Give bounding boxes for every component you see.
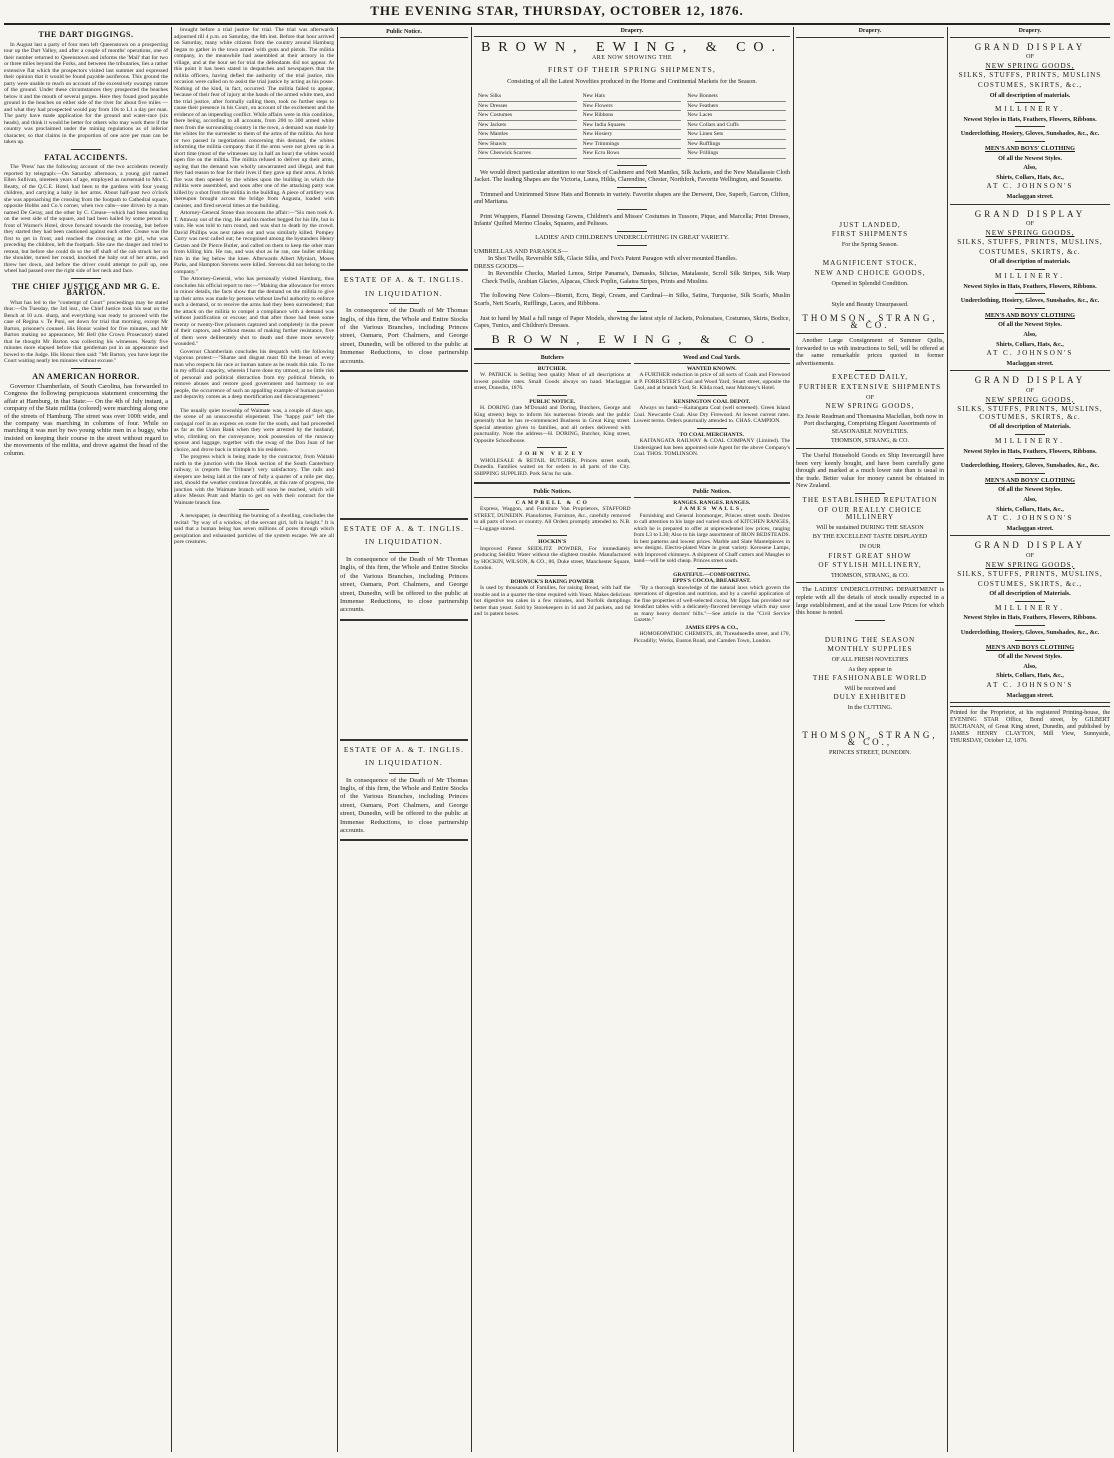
kensington-heading: KENSINGTON COAL DEPOT.: [673, 398, 751, 405]
new-choice-goods: NEW AND CHOICE GOODS,: [814, 268, 926, 277]
estate-title: ESTATE OF A. & T. INGLIS.: [343, 275, 465, 285]
blank-space: [340, 625, 468, 735]
divider: [617, 231, 647, 232]
article-railway: The progress which is being made by the contractor, from Waitaki north to the junction with the Hook section of the South Canterbury railway, is (reports the 'Tribune') very satisfactory. The rails and sleepers are being laid at the rate of fully a quarter of a mile per day, and, should the weather continue favorable, at this rate of progress, the junction with the Waimate branch will soon be reached, which will allow Messrs Pratt and Martin to get on with their contract for the Waimate branch line.: [174, 454, 334, 506]
divider: [537, 447, 567, 448]
underclothing-heading: LADIES' AND CHILDREN'S UNDERCLOTHING IN GREAT VARIETY.: [535, 234, 729, 242]
notices-column-right: [634, 488, 791, 645]
divider: [697, 428, 727, 429]
princes-street-address: PRINCES STREET, DUNEDIN.: [828, 748, 912, 756]
rule: [796, 448, 944, 449]
divider: [1015, 601, 1045, 602]
rule: [950, 204, 1110, 205]
newest-styles-label: Of all the Newest Styles.: [998, 321, 1062, 329]
divider: [855, 493, 885, 494]
walls-heading: JAMES WALLS,: [679, 506, 745, 513]
forrester-ad: A FURTHER reduction in price of all sorts of Coals and Firewood at P. FORRESTER'S Coal and Wood Yard, Stuart street, opposite the Gaol, and at branch Yard, St. Kilda road, near Maloney's Hotel.: [633, 372, 790, 392]
rule: [340, 619, 468, 621]
goods-item: New Linen Sets: [687, 130, 786, 140]
hats-text: Trimmed and Untrimmed Straw Hats and Bonnets in variety. Favorite shapes are the Derwent, Dee, Superb, Garcon, Clifton, and Maritana.: [474, 190, 790, 206]
newest-styles-label: Of all the Newest Styles.: [998, 653, 1062, 661]
goods-item: New Frillings: [687, 149, 786, 159]
ranges-heading: RANGES. RANGES. RANGES.: [673, 499, 751, 506]
divider: [1015, 102, 1045, 103]
borwick-ad: Is used by thousands of Families, for raising Bread, with half the trouble and in a quarter the time required with Yeast. Makes delicious hot digestive tea cakes in a few minutes, and Norfolk dumplings better than yeast. Sold by Storekeepers in 1d and 2d packets, and 6d and 1s patent boxes.: [474, 585, 631, 618]
colors-text: The following New Colors—Bismit, Ecru, Begé, Cream, and Cardinal—in Silks, Satins, Turquoise, Silk Scarfs, Muslin Scarfs, Nett Scarfs, Rufflings, Laces, and Ribbons.: [474, 292, 790, 307]
of-label: OF: [1026, 53, 1034, 61]
article-dart-diggings: In August last a party of four men left Queenstown on a prospecting tour up the Dart Valley, and after a couple of months' operations, one of their number returned to Queenstown and informs the 'Mail' that for two or three miles beyond the Forks, and between the tributaries, lies a rather extensive flat which the prospectors visited last summer and expressed their opinion that it would be found payable auriferous. This ground the party were unable to reach on account of the excessively swampy nature of the ground. Under these circumstances they prospected the beaches below it and the mouth of several gorges. Here they found good payable ground in the beaches on either side of the river for about five miles —and what they had prospected would pay from 10s to L1 a day per man. The party have made application for the ground and water-race (six heads), and think it would be better for others who may work there if the country was proclaimed under the mining regulations as of inferior character, so that claims in the proportion of one acre per man can be taken up.: [4, 41, 168, 145]
stylish-millinery: OF STYLISH MILLINERY,: [818, 561, 922, 570]
kensington-ad: Always on hand:—Kaitangata Coal (well screened). Green Island Coal. Newcastle Coal. Also Dry Firewood. At lowest current rates. Lowest terms. Orders punctually attended to. CHAS. CAMPION.: [633, 405, 790, 425]
butchers-column: [474, 354, 631, 478]
estate-body: In consequence of the Death of Mr Thomas Inglis, of this firm, the Whole and Entire Stocks of the Various Branches, including Princes street, Oamaru, Port Chalmers, and George street, Dunedin, will be offered to the public at Immense Reductions, to close partnership accounts.: [340, 555, 468, 614]
mens-boys-clothing: MEN'S AND BOYS' CLOTHING: [985, 476, 1075, 484]
estate-title: ESTATE OF A. & T. INGLIS.: [343, 744, 465, 754]
hockin-ad: Improved Patent SEIDLITZ POWDER, For immediately producing Seidlitz Water without the slightest trouble. Manufactured by HOCKIN, WILSON, & CO., 86, Duke street, Manchester Square, London.: [474, 545, 631, 572]
estate-title: ESTATE OF A. & T. INGLIS.: [343, 524, 465, 534]
section-label-butchers: Butchers: [474, 354, 631, 364]
new-spring-goods: NEW SPRING GOODS,: [985, 61, 1075, 70]
rule: [796, 333, 944, 334]
goods-item: New Dresses: [478, 102, 577, 112]
silks-stuffs: SILKS, STUFFS, PRINTS, MUSLINS,: [957, 238, 1103, 247]
dress-goods-heading: DRESS GOODS—: [474, 262, 524, 270]
johnson-ad: [950, 208, 1110, 372]
blank-space: [340, 376, 468, 514]
epps-heading: EPPS'S COCOA, BREAKFAST.: [672, 578, 751, 585]
first-great-show: FIRST GREAT SHOW: [828, 551, 912, 560]
materials-text: Of all description of Materials.: [989, 423, 1071, 431]
goods-item: New Ecru Bows: [583, 149, 682, 159]
new-goods-list: [478, 92, 786, 159]
epps-ad: "By a thorough knowledge of the natural laws which govern the operations of digestion and nutrition, and by a careful application of the fine properties of well-selected cocoa, Mr Epps has provided our breakfast tables with a delicately-flavored beverage which may save us many heavy doctors' bills."—See article in the "Civil Service Gazette.": [633, 584, 790, 624]
further-shipments: FURTHER EXTENSIVE SHIPMENTS: [798, 382, 942, 391]
rule: [950, 535, 1110, 536]
at-c-johnsons: AT C. JOHNSON'S: [986, 681, 1074, 690]
rule: [340, 739, 468, 741]
divider: [71, 149, 101, 150]
goods-item: New Hosiery: [583, 130, 682, 140]
newest-styles: Newest Styles in Hats, Feathers, Flowers, Ribbons.: [963, 614, 1097, 622]
rule: [474, 348, 790, 350]
grand-display: GRAND DISPLAY: [974, 208, 1086, 219]
vezey-heading: JOHN VEZEY: [519, 451, 586, 458]
showing-label: ARE NOW SHOWING THE: [591, 55, 673, 61]
millinery-heading: MILLINERY.: [995, 272, 1065, 281]
new-spring-goods: NEW SPRING GOODS,: [985, 395, 1075, 404]
shirts-collars: Shirts, Collars, Hats, &c.,: [996, 505, 1064, 513]
campbell-heading: CAMPBELL & CO: [515, 499, 589, 506]
newest-styles: Newest Styles in Hats, Feathers, Flowers, Ribbons.: [963, 282, 1097, 290]
grateful-heading: GRATEFUL—COMFORTING.: [673, 571, 751, 578]
costumes-skirts: COSTUMES, SKIRTS, &c.,: [977, 80, 1083, 89]
blank-space: [796, 40, 944, 220]
divider: [71, 368, 101, 369]
millinery-heading: MILLINERY.: [995, 105, 1065, 114]
excellent-taste: BY THE EXCELLENT TASTE DISPLAYED: [812, 533, 928, 541]
kaitangata-ad: KAITANGATA RAILWAY & COAL COMPANY (Limited). The Undersigned has been appointed sole Agent for the above Company's Coal. THOS. TOMLINSON.: [633, 438, 790, 458]
wanted-known-heading: WANTED KNOWN.: [686, 365, 737, 372]
mantles-text: We would direct particular attention to our Stock of Cashmere and Nett Mantles, Silk Jackets, and the New Matallassie Cloth Jacket. The leading Shapes are the Victoria, Laura, Hilda, Clarendine, Chester, Northfork, Favorite Wellington, and Sussette.: [474, 168, 790, 184]
column-estate-notices: [340, 27, 468, 1452]
article-attorney-general: Attorney-General Stone thus recounts the affair:—"Six men took A. T. Attaway out of the ring. He and his mother begged for his life, but in vain. He was told to turn round, and was shot to death by the crowd. David Phillips was next taken out and was similarly killed. Pompey Curry was next called out; he recognised among the bystanders Henry Getzen and Dr Pierce Butler, and called on them to keep the other man from killing him. He ran, and was shot as he ran, one bullet striking him in the leg below the knee. Afterwards Albert Myniart, Moses Parks, and Hampton Stevens were killed. Stevens did not belong to the company.": [174, 210, 334, 275]
grand-display: GRAND DISPLAY: [974, 540, 1086, 551]
mens-boys-clothing: MEN'S AND BOYS' CLOTHING: [985, 144, 1075, 152]
divider: [1015, 625, 1045, 626]
at-c-johnsons: AT C. JOHNSON'S: [986, 514, 1074, 523]
section-label-public-notices: Public Notices.: [474, 488, 631, 498]
goods-item: New Bonnets: [687, 92, 786, 102]
hockin-heading: HOCKIN'S: [538, 539, 567, 546]
divider: [1015, 308, 1045, 309]
maclaggan-street: Maclaggan street.: [1006, 691, 1054, 699]
column-brown-ewing: [474, 27, 790, 1452]
mens-boys-clothing: MEN'S AND BOYS' CLOTHING: [985, 311, 1075, 319]
rule: [340, 839, 468, 841]
millinery-heading: MILLINERY.: [995, 436, 1065, 445]
in-the-cutting: In the CUTTING.: [847, 703, 893, 711]
divider: [537, 575, 567, 576]
goods-item: New Silks: [478, 92, 577, 102]
goods-item: New Flowers: [583, 102, 682, 112]
during-season: DURING THE SEASON: [824, 635, 916, 644]
of-label: OF: [1026, 387, 1034, 394]
of-label: OF: [1026, 220, 1034, 228]
goods-item: New Collars and Cuffs: [687, 121, 786, 131]
newest-styles-label: Of all the Newest Styles.: [998, 154, 1062, 162]
rule: [340, 518, 468, 520]
underclothing-text: Underclothing, Hosiery, Gloves, Sunshades, &c., &c.: [960, 629, 1100, 637]
at-c-johnsons: AT C. JOHNSON'S: [986, 182, 1074, 191]
divider: [855, 370, 885, 371]
estate-body: In consequence of the Death of Mr Thomas Inglis, of this firm, the Whole and Entire Stocks of the Various Branches, including Princes street, Oamaru, Port Chalmers, and George street, Dunedin, will be offered to the public at Immense Reductions, to close partnership accounts.: [340, 307, 468, 365]
column-news-1: [4, 27, 168, 1452]
headline-american-horror: AN AMERICAN HORROR.: [32, 371, 140, 381]
column-rule: [793, 27, 794, 1452]
column-thomson-strang: [796, 27, 944, 1452]
article-continued: brought before a trial justice for trial. The trial was afterwards adjourned till 4 p.m. on Saturday, the 8th inst. Before that hour arrived on Saturday, many white citizens from the country around Hamburg began to gather in the town armed with guns and pistols. The militia company, in the meanwhile had assembled at their armory in the village, and at the hour set for trial the defendants did not appear. At this point it has been stated in despatches and newspapers that the militia officers, having defied the authority of the trial justice, this occasion were called on to assist the trial justice by acting as his posse. Nothing of the kind, in fact, occurred. The militia failed to appear, because of their fear of injury at the hands of the armed white men, and the trial justice, after formally calling them, took no further steps to cause their presence in his Court, on account of the excitement and the evidence of an impending conflict. While affairs were in this condition, there being, according to all accounts, from 200 to 300 armed white men from the surrounding country in the town, a demand was made by the whites for the surrender to them of the arms of the militia. An hour or two passed in negotiations concerning this demand, the whites informing the militia company that if the arms were not given up in a short time (most of the witnesses say in half an hour) the whites would open fire on the militia. The militia refused to deliver up their arms, saying that the demand was wholly unwarranted and illegal, and that they had reason to fear for their lives if they gave up their arms. A brisk fire was then opened by the whites upon the building in which the militia were assembled, and soon after one of the attacking party was killed by a shot from the militia in the building. A piece of artillery was thereupon brought across the bridge from Augusta, loaded with canister, and fired several times at the building.: [174, 27, 334, 209]
divider: [1015, 640, 1045, 641]
divider: [697, 395, 727, 396]
shirts-collars: Shirts, Collars, Hats, &c.,: [996, 340, 1064, 348]
shirts-collars: Shirts, Collars, Hats, &c.,: [996, 672, 1064, 680]
walls-ad: Furnishing and General Ironmonger, Princes street south. Desires to call attention to his large and varied stock of KITCHEN RANGES, which he is prepared to offer at unprecedented low prices, ranging from L3 to L30; Also to his large assortment of IRON BEDSTEADS. In best patterns and lowest prices. Marble and Slate Mantelpieces in new designs. Electro-plated Ware in great variety. Kerosene Lamps, with Improved chimneys. A shipment of Chaff cutters and Mangles to hand—will be sold cheap. Princes street south.: [633, 512, 790, 565]
established-reputation: THE ESTABLISHED REPUTATION: [802, 496, 938, 505]
goods-item: New Shawls: [478, 140, 577, 150]
divider: [1015, 473, 1045, 474]
epps-address: HOMOEOPATHIC CHEMISTS, 48, Threadneedle street, and 170, Piccadilly; Works, Euston Road, and Camden Town, London.: [633, 631, 790, 644]
newest-styles: Newest Styles in Hats, Feathers, Flowers, Ribbons.: [963, 447, 1097, 455]
underclothing-text: Underclothing, Hosiery, Gloves, Sunshades, &c., &c.: [960, 297, 1100, 305]
grand-display: GRAND DISPLAY: [974, 375, 1086, 386]
liquidation-label: IN LIQUIDATION.: [365, 537, 443, 547]
fashionable-world: THE FASHIONABLE WORLD: [812, 674, 928, 683]
small-ads-upper: [474, 354, 790, 478]
all-fresh-novelties: OF ALL FRESH NOVELTIES: [831, 655, 909, 663]
umbrellas-text: In Shot Twills, Reversible Silk, Glacie Silks, and Fox's Patent Paragon with silver mounted Handles.: [488, 255, 738, 263]
in-our-label: IN OUR: [859, 543, 881, 550]
materials-text: Of all description of materials.: [989, 91, 1071, 99]
liquidation-label: IN LIQUIDATION.: [365, 758, 443, 768]
small-ads-lower: [474, 488, 790, 645]
wood-coal-column: [634, 354, 791, 478]
divider: [239, 509, 269, 510]
section-label-drapery: Drapery.: [950, 27, 1110, 38]
opened-condition: Opened in Splendid Condition.: [831, 279, 909, 287]
divider: [71, 278, 101, 279]
new-spring-goods: NEW SPRING GOODS,: [985, 228, 1075, 237]
notices-column-left: [474, 488, 631, 645]
headline-fatal-accidents: FATAL ACCIDENTS.: [44, 152, 128, 162]
silks-stuffs: SILKS, STUFFS, PRINTS, MUSLINS: [958, 71, 1102, 80]
blank-space: [340, 40, 468, 265]
coal-merchants-heading: TO COAL MERCHANTS.: [679, 431, 744, 438]
divider: [1015, 141, 1045, 142]
divider: [617, 165, 647, 166]
first-shipments: FIRST OF THEIR SPRING SHIPMENTS,: [548, 64, 716, 74]
goods-item: New Jackets: [478, 121, 577, 131]
goods-item: New Laces: [687, 111, 786, 121]
divider: [1015, 126, 1045, 127]
choice-millinery: OF OUR REALLY CHOICE MILLINERY: [818, 505, 922, 522]
goods-item: New Mantles: [478, 130, 577, 140]
article-american-horror: Governor Chamberlain, of South Carolina, has forwarded to Congress the following perspicuous statement concerning the affair at Hamburg, in that State:— On the 4th of July instant, a company of the State militia (colored) were marching along one of the streets of Hamburg. The street was over 100ft wide, and the company was marching in columns of four. While so marching it was met by two young white men in a buggy, who insisted on keeping their course in the street without regard to the movements of the militia, and drove against the head of the column.: [4, 383, 168, 457]
expected-daily: EXPECTED DAILY,: [831, 373, 909, 382]
section-label-public-notice: Public Notice.: [340, 27, 468, 38]
models-text: Just to hand by Mail a full range of Paper Models, showing the latest style of Jackets, Polonaises, Costumes, Skirts, Bodice, Capes, Tunics, and Children's Dresses.: [474, 314, 790, 330]
materials-text: Of all description of materials.: [989, 258, 1071, 266]
just-landed: JUST LANDED,: [839, 220, 901, 229]
costumes-skirts: COSTUMES, SKIRTS, &c.,: [977, 579, 1083, 588]
firm-name-brown-ewing: BROWN, EWING, & CO.: [480, 39, 784, 55]
underclothing-text: Underclothing, Hosiery, Gloves, Sunshades, &c., &c.: [960, 130, 1100, 138]
maclaggan-street: Maclaggan street.: [1006, 192, 1054, 200]
article-waimate: The usually quiet township of Waimate was, a couple of days ago, the scene of an unsuccessful elopement. The "happy pair" left the conjugal roof in an express en route for the south, and had proceeded as far as the Union Bank when they were arrested by the husband, who, climbing on the conveyance, took possession of the runaway spouse and luggage, together with the swag of the Don Juan of her choice, and drove back in triumph to his residence.: [174, 407, 334, 453]
divider: [617, 245, 647, 246]
johnson-ad: [950, 41, 1110, 205]
printer-imprint: Printed for the Proprietor, at his registered Printing-house, the EVENING STAR Office, Bond street, by GILBERT BUCHANAN, of Great King street, Dunedin, and published by JAMES HENRY CLAYTON, Mill View, Sunnyside, THURSDAY, October 12, 1876.: [950, 710, 1110, 745]
newest-styles-label: Of all the Newest Styles.: [998, 486, 1062, 494]
divider: [1015, 293, 1045, 294]
will-be-received: Will be received and: [844, 684, 896, 692]
johnson-ad: [950, 542, 1110, 703]
new-spring-goods: NEW SPRING GOODS,: [985, 560, 1075, 569]
newest-styles: Newest Styles in Hats, Feathers, Flowers, Ribbons.: [963, 115, 1097, 123]
divider: [1015, 458, 1045, 459]
rule: [950, 702, 1110, 703]
wrappers-text: Print Wrappers, Flannel Dressing Gowns, Children's and Misses' Costumes in Tussore, Pique, and Marcella; Print Dresses, Infants' Quilted Merino Cloaks, Squares, and Pelisses.: [474, 212, 790, 228]
column-rule: [947, 27, 948, 1452]
goods-item: New Trimmings: [583, 140, 682, 150]
costumes-skirts: COSTUMES, SKIRTS, &c.: [979, 247, 1081, 256]
maclaggan-street: Maclaggan street.: [1006, 524, 1054, 532]
johnson-ad: [950, 377, 1110, 536]
butcher-patrick-ad: W. PATRICK is Selling best quality Meat of all descriptions at lowest possible rates. Small Goods always on hand. Maclaggan street, Dunedin, 1876.: [474, 372, 631, 392]
divider: [389, 552, 419, 553]
grand-display: GRAND DISPLAY: [974, 41, 1086, 52]
butcher-heading: BUTCHER.: [537, 365, 567, 372]
rule: [796, 582, 944, 583]
silks-stuffs: SILKS, STUFFS, PRINTS, MUSLINS, COSTUMES, SKIRTS, &c.: [957, 405, 1103, 421]
firm-name-thomson-strang: THOMSON, STRANG, & CO.: [802, 312, 938, 331]
materials-text: Of all description of Materials.: [989, 590, 1071, 598]
goods-item: New India Squares: [583, 121, 682, 131]
masthead-rule: [4, 23, 1110, 25]
also-label: Also,: [1023, 495, 1037, 503]
divider: [1015, 269, 1045, 270]
consisting-text: Consisting of all the Latest Novelties produced in the Home and Continental Markets for the Season.: [507, 78, 757, 85]
goods-item: New Hats: [583, 92, 682, 102]
firm-name-thomson-strang: THOMSON, STRANG, & CO.,: [802, 729, 938, 748]
first-shipments: FIRST SHIPMENTS: [831, 230, 909, 239]
divider: [697, 568, 727, 569]
article-fatal-accidents: The 'Press' has the following account of the two accidents recently reported by telegraph:—On Saturday afternoon, a young girl named Ellen Sullivan, nineteen years of age, employed as nursemaid to Mrs C. Beatty, of the Q.C.E. Hotel, had been to the gardens with four young children, and carrying a baby in her arms. About half-past two o'clock she was approaching the crossing from the footpath to Cathedral square, opposite Hobbs and Co.'s corner, when two cabs—one driven by a man named De Geray, and the other by C. Crease—which had been standing on the west side of the square, and had been hailed by some person in front of Warner's Hotel, drove forward towards the crossing, but before they started they had been cautioned against each other. Crease was the first to get in front, and reached the crossing as the girl, who was preceding the children, left the footpath. She saw the danger and tried to retreat, but before she could do so the off shaft of the cab struck her on the shoulder, turned her round, knocked the baby out of her arms, and threw her down, and before the driver could attempt to pull up, one wheel had passed over the right side of her neck and face.: [4, 164, 168, 274]
summer-quilts-notice: Another Large Consignment of Summer Quilts, forwarded to us with instructions to Sell, will be offered at the same remarkable prices quoted in former advertisements.: [796, 336, 944, 367]
article-newspaper-jest: A newspaper, in describing the burning of a dwelling, concludes the recital: "by way of a window, of the servant girl, loft in height." It is said that a human being has seven millions of pores through which perspiration and exhausted particles of the system escape. We are all pore creatures.: [174, 513, 334, 545]
rule: [340, 370, 468, 372]
johnson-ad-list: [950, 41, 1110, 704]
rule: [950, 370, 1110, 371]
section-label-drapery: Drapery.: [796, 27, 944, 38]
section-label-wood-coal: Wood and Coal Yards.: [634, 354, 791, 364]
goods-item: New Ribbons: [583, 111, 682, 121]
rule: [950, 706, 1110, 707]
public-notice-heading: PUBLIC NOTICE.: [529, 398, 576, 405]
campbell-ad: Express, Waggon, and Furniture Van Proprietors, STAFFORD STREET, DUNEDIN. Pianofortes, Furniture, &c., carefully removed to all parts of town or country. All Orders promptly attended to. N.B.—Luggage stored.: [474, 506, 631, 532]
style-beauty: Style and Beauty Unsurpassed.: [831, 301, 909, 309]
goods-item: New Rufflings: [687, 140, 786, 150]
divider: [617, 209, 647, 210]
duly-exhibited: DULY EXHIBITED: [833, 693, 907, 702]
millinery-heading: MILLINERY.: [995, 603, 1065, 612]
firm-name-thomson-strang: THOMSON, STRANG, & CO.: [830, 437, 910, 445]
also-label: Also,: [1023, 331, 1037, 339]
silks-stuffs: SILKS, STUFFS, PRINTS, MUSLINS,: [957, 570, 1103, 579]
of-label: OF: [1026, 551, 1034, 559]
household-goods-notice: The Useful Household Goods ex Ship Invercargill have been very keenly bought, and have been carefully gone through and marked at a much lower rate than is usual in the trade. Better value for money cannot be obtained in New Zealand.: [796, 452, 944, 490]
masthead: THE EVENING STAR, THURSDAY, OCTOBER 12, 1876.: [370, 3, 744, 18]
article-chief-justice: What has led to the "contempt of Court" proceedings may be stated thus:—On Tuesday, the 3rd inst., the Chief Justice took his seat on the Bench at 10 a.m. sharp, and everything was ready to proceed with the case of Regina v. Te Puni, set down for trial that morning, except Mr Barton, prisoner's counsel. His Honor waited for five minutes, and Mr Barton making no appearance, Mr Bell (the Crown Prosecutor) stated that he thought Mr Barton was collecting his witnesses. Nearly five minutes more elapsed before that gentleman put in an appearance and bowed to the Judge. His Honor then said: "Mr Barton, you have kept the Court waiting nearly ten minutes without excuse.": [4, 299, 168, 364]
goods-item: New Feathers: [687, 102, 786, 112]
sustained-text: Will be sustained DURING THE SEASON: [816, 523, 924, 531]
vezey-ad: WHOLESALE & RETAIL BUTCHER, Princes street south, Dunedin. Families waited on for orders in all parts of the City. SHIPPING SUPPLIED. Pork Sk'ns for sale.: [474, 457, 631, 477]
column-johnson: [950, 27, 1110, 1452]
maclaggan-street: Maclaggan street.: [1006, 359, 1054, 367]
column-news-2: [174, 27, 334, 1452]
shirts-collars: Shirts, Collars, Hats, &c.,: [996, 173, 1064, 181]
divider: [617, 187, 647, 188]
underclothing-text: Underclothing, Hosiery, Gloves, Sunshades, &c., &c.: [960, 462, 1100, 470]
firm-name-brown-ewing: BROWN, EWING, & CO.: [491, 331, 773, 346]
of-label: OF: [866, 393, 874, 401]
liquidation-label: IN LIQUIDATION.: [365, 288, 443, 298]
magnificent-stock: MAGNIFICENT STOCK,: [822, 259, 918, 268]
mens-boys-clothing: MEN'S AND BOYS CLOTHING: [985, 643, 1075, 651]
for-spring-season: For the Spring Season.: [841, 240, 899, 248]
divider: [537, 395, 567, 396]
divider: [537, 535, 567, 536]
column-rule: [471, 27, 472, 1452]
ladies-underclothing-notice: The LADIES' UNDERCLOTHING DEPARTMENT is replete with all the details of stock usually expected in a large establishment, and at the usual Low Prices for which this house is noted.: [796, 586, 944, 617]
umbrellas-heading: UMBRELLAS AND PARASOLS—: [474, 247, 568, 255]
divider: [389, 303, 419, 304]
divider: [389, 773, 419, 774]
section-label-drapery: Drapery.: [474, 27, 790, 37]
monthly-supplies: MONTHLY SUPPLIES: [827, 645, 913, 654]
headline-chief-justice: THE CHIEF JUSTICE AND MR G. E. BARTON.: [11, 281, 161, 297]
divider: [617, 288, 647, 289]
estate-body: In consequence of the Death of Mr Thomas Inglis, of this firm, the Whole and Entire Stocks of the Various Branches, including Princes street, Oamaru, Port Chalmers, and George street, Dunedin, will be offered to the public at Immense Reductions, to close partnership accounts.: [340, 776, 468, 834]
goods-item: New Cheswick Scarves: [478, 149, 577, 159]
rule: [474, 482, 790, 484]
rule: [340, 269, 468, 271]
goods-item: New Costumes: [478, 111, 577, 121]
also-label: Also,: [1023, 164, 1037, 172]
epps-firm-heading: JAMES EPPS & CO.,: [685, 624, 739, 631]
article-governor-protest: Governor Chamberlain concludes his despatch with the following vigorous protest:—"Shame and disgust must fill the breast of every man who respects his race or human nature as he reads this tale. To me in my official capacity, wherein I have done my utmost, at no little risk of personal and political distraction from my political friends, to remove abuses and restore good government and harmony to our people, the occurrence of such an appalling example of human passion and depravity comes as a deep mortification and discouragement.": [174, 348, 334, 400]
section-label-public-notices: Public Notices.: [634, 488, 791, 498]
new-spring-goods: NEW SPRING GOODS,: [825, 402, 915, 411]
column-rule: [337, 27, 338, 1452]
at-c-johnsons: AT C. JOHNSON'S: [986, 349, 1074, 358]
also-label: Also,: [1023, 662, 1037, 670]
column-rule: [171, 27, 172, 1452]
article-official-report: The Attorney-General, who has personally visited Hamburg, thus concludes his official report to me:—"Making due allowance for errors in minor details, the facts show that the demand on the militia to give up their arms was made by persons without lawful authority to enforce such a demand, or to receive the arms had they been surrendered; that the attack on the militia to compel a compliance with a demand was without justification or excuse; and that after those had been some twenty or twenty-five prisoners captured and completely in the power of their captors, and without means of making further resistance, five of them were deliberately shot to death and three more severely wounded.": [174, 276, 334, 347]
divider: [239, 404, 269, 405]
doring-ad: H. DORING (late M'Donald and Doring, Butchers, George and King streets) begs to inform his numerous friends and the public generally that he has re-commenced Business in Great King street. Special attention given to families, and all orders delivered with punctuality. Note the address—H. DORING, Butcher, King street, Opposite Schoolhouse.: [474, 405, 631, 444]
headline-dart-diggings: THE DART DIGGINGS.: [38, 30, 134, 39]
divider: [617, 311, 647, 312]
firm-name-thomson-strang: THOMSON, STRANG, & CO.: [830, 571, 910, 579]
ex-ships-text: Ex Jessie Readman and Thomasina Maclellan, both now in Port discharging, Comprising Elegant Assortments of SEASONABLE NOVELTIES.: [796, 412, 944, 435]
divider: [1015, 434, 1045, 435]
divider: [855, 620, 885, 621]
as-they-appear: As they appear in: [848, 665, 892, 673]
dress-goods-text: In Reversible Checks, Marled Lenos, Stripe Panama's, Damasks, Silicias, Matalassie, Scroll Silk Stripes, Silk Warp Check Twills, Arabian Glacies, Alpacas, Check Poplin, Galatea Stripes, Prints and Muslins.: [482, 270, 790, 285]
borwick-heading: BORWICK'S BAKING POWDER: [510, 578, 594, 585]
